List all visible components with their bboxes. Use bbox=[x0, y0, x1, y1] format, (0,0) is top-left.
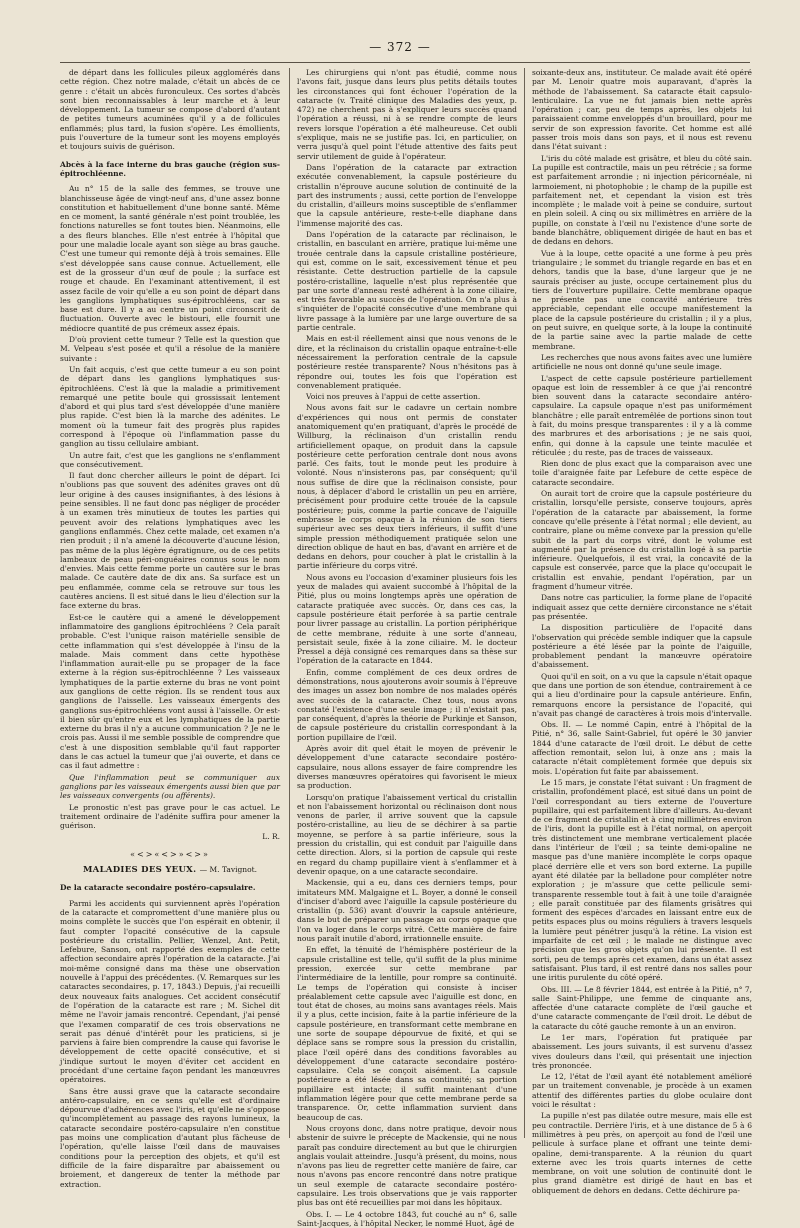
article-heading: Abcès à la face interne du bras gauche (région sus-épitrochléenne. bbox=[60, 159, 280, 178]
column-right bbox=[532, 68, 752, 1195]
section-title-text: MALADIES DES YEUX. bbox=[82, 865, 197, 876]
paragraph: Nous avons eu l'occasion d'examiner plusieurs fois les yeux de malades qui avaient succombé à l'hôpital de la Pitié, plus ou moins longtemps après une opération de cataracte pratiquée avec succès. Or, dans ces cas, la capsule postérieure était perforée à sa partie centrale pour livrer passage au cristallin. La portion périphérique de cette membrane, réduite à une sorte d'anneau, persistait seule, fixée à la zone ciliaire. M. le docteur Pressel a déjà consigné ces remarques dans sa thèse sur l'opération de la cataracte en 1844. bbox=[297, 572, 517, 666]
paragraph: Mackensie, qui a eu, dans ces derniers temps, pour imitateurs MM. Malgaigne et L. Boyer, a donné le conseil d'inciser d'abord avec l'aiguille la capsule postérieure du cristallin (p. 536) avant d'ouvrir la capsule antérieure, dans le but de préparer un passage au corps opaque que l'on va loger dans le corps vitré. Cette manière de faire nous paraît inutile d'abord, irrationnelle ensuite. bbox=[297, 878, 517, 944]
paragraph: Le 12, l'état de l'œil ayant été notablement amélioré par un traitement convenable, je procède à un examen attentif des différentes parties du globe oculaire dont voici le résultat : bbox=[532, 1072, 752, 1110]
paragraph: Mais en est-il réellement ainsi que nous venons de le dire, et la réclinaison du cristallin opaque entraîne-t-elle nécessairement la perforation centrale de la capsule postérieure restée transparente? Nous n'hésitons pas à répondre oui, toutes les fois que l'opération est convenablement pratiquée. bbox=[297, 334, 517, 390]
column-middle bbox=[297, 68, 517, 1228]
paragraph: La disposition particulière de l'opacité dans l'observation qui précède semble indiquer que la capsule postérieure a été lésée par la pointe de l'aiguille, probablement pendant la manœuvre opératoire d'abaissement. bbox=[532, 623, 752, 670]
paragraph: Voici nos preuves à l'appui de cette assertion. bbox=[306, 392, 481, 402]
paragraph: Est-ce le cautère qui a amené le développement inflammatoire des ganglions épitrochléens ? Cela paraît probable. C'est l'unique raison matérielle sensible de cette inflammation qui s'est développée à l'insu de la malade. Mais comment dans cette hypothèse l'inflammation aurait-elle pu se propager de la face externe à la région sus-épitrochléenne ? Les vaisseaux lymphatiques de la partie externe du bras ne vont point aux ganglions de cette région. Ils se rendent tous aux ganglions de l'aisselle. Les vaisseaux émergents des ganglions sus-épitrochléens vont aussi à l'aisselle. Or est-il bien sûr qu'entre eux et les lymphatiques de la partie externe du bras il n'y a aucune communication ? Je ne le crois pas. Aussi il me semble possible de comprendre que c'est à une disposition semblable qu'il faut rapporter dans le cas actuel la tumeur que j'ai ouverte, et dans ce cas il faut admettre : bbox=[60, 612, 280, 771]
paragraph: En effet, la ténuité de l'hémisphère postérieur de la capsule cristalline est telle, qu'il suffit de la plus minime pression, exercée sur cette membrane par l'intermédiaire de la lentille, pour rompre sa continuité. Le temps de l'opération qui consiste à inciser préalablement cette capsule avec l'aiguille est donc, en tout état de choses, au moins sans avantages réels. Mais il y a plus, cette incision, faite à la partie inférieure de la capsule postérieure, en transformant cette membrane en une sorte de soupape dépourvue de fixité, et qui se déplace sans se rompre sous la pression du cristallin, place l'œil opéré dans des conditions favorables au développement d'une cataracte secondaire postéro-capsulaire. Cela se conçoit aisément. La capsule postérieure a été lésée dans sa continuité; sa portion pupillaire est intacte; il suffit maintenant d'une inflammation légère pour que cette membrane perde sa transparence. Or, cette inflammation survient dans beaucoup de cas. bbox=[297, 945, 517, 1122]
paragraph: D'où provient cette tumeur ? Telle est la question que M. Velpeau s'est posée et qu'il a résolue de la manière suivante : bbox=[60, 335, 280, 363]
paragraph: L'iris du côté malade est grisâtre, et bleu du côté sain. La pupille est contractile, mais un peu rétrécie ; sa forme est parfaitement arrondie ; ni injection péricornéale, ni larmoiement, ni photophobie ; le champ de la pupille est parfaitement net, et cependant la vision est très incomplète ; le malade voit à peine se conduire, surtout en plein soleil. A cinq ou six millimètres en arrière de la pupille, on constate à l'œil nu l'existence d'une sorte de bande blanchâtre, obliquement dirigée de haut en bas et de dedans en dehors. bbox=[532, 153, 752, 247]
paragraph: Un autre fait, c'est que les ganglions ne s'enflamment que consécutivement. bbox=[60, 450, 280, 469]
paragraph: Parmi les accidents qui surviennent après l'opération de la cataracte et compromettent d'une manière plus ou moins complète le succès que l'on espérait en obtenir, il faut compter l'opacité consécutive de la capsule postérieure du cristallin. Pellier, Wenzel, Ant. Petit, Lefebure, Sanson, ont rapporté des exemples de cette affection secondaire après l'opération de la cataracte. J'ai moi-même consigné dans ma thèse une observation nouvelle à l'appui des précédentes. (V. Remarques sur les cataractes secondaires, p. 17, 1843.) Depuis, j'ai recueilli deux nouveaux faits analogues. Cet accident consécutif de l'opération de la cataracte est rare ; M. Sichel dit même ne l'avoir jamais rencontré. Cependant, j'ai pensé que l'examen comparatif de ces trois observations ne serait pas dénué d'intérêt pour les praticiens, si je parviens à faire bien comprendre la cause qui favorise le développement de cette opacité consécutive, et si j'indique surtout le moyen d'éviter cet accident en procédant d'une certaine façon pendant les manœuvres opératoires. bbox=[60, 898, 280, 1085]
paragraph: Rien donc de plus exact que la comparaison avec une toile d'araignée faite par Lefebure de cette espèce de cataracte secondaire. bbox=[532, 459, 752, 487]
paragraph: Dans notre cas particulier, la forme plane de l'opacité indiquait assez que cette dernière circonstance ne s'était pas présentée. bbox=[532, 593, 752, 621]
paragraph: On aurait tort de croire que la capsule postérieure du cristallin, lorsqu'elle persiste, conserve toujours, après l'opération de la cataracte par abaissement, la forme concave qu'elle présente à l'état normal ; elle devient, au contraire, plane ou même convexe par la pression qu'elle subit de la part du corps vitré, dont le volume est augmenté par la présence du cristallin logé à sa partie inférieure. Quelquefois, il est vrai, la concavité de la capsule est conservée, parce que la place qu'occupait le cristallin est envahie, pendant l'opération, par un fragment d'humeur vitrée. bbox=[532, 489, 752, 592]
paragraph: de départ dans les follicules pileux agglomérés dans cette région. Chez notre malade, c'était un abcès de ce genre : c'était un abcès furonculeux. Ces sortes d'abcès sont bien reconnaissables à leur marche et à leur développement. La tumeur se compose d'abord d'autant de petites tumeurs acuminées qu'il y a de follicules enflammés; plus tard, la fusion s'opère. Les émollients, puis l'ouverture de la tumeur sont les moyens employés et toujours suivis de guérison. bbox=[60, 68, 280, 152]
column-left bbox=[60, 68, 280, 1189]
paragraph: Quoi qu'il en soit, on a vu que la capsule n'était opaque que dans une portion de son étendue, contrairement à ce qui a lieu d'ordinaire pour la capsule antérieure. Enfin, remarquons encore la persistance de l'opacité, qui n'avait pas changé de caractères à trois mois d'intervalle. bbox=[532, 671, 752, 718]
paragraph: La pupille n'est pas dilatée outre mesure, mais elle est peu contractile. Derrière l'iris, et à une distance de 5 à 6 millimètres à peu près, on aperçoit au fond de l'œil une pellicule à surface plane et offrant une teinte demi-opaline, demi-transparente. A la réunion du quart externe avec les trois quarts internes de cette membrane, on voit une solution de continuité dont le plus grand diamètre est dirigé de haut en bas et obliquement de dehors en dedans. Cette déchirure pa- bbox=[532, 1111, 752, 1195]
paragraph: L'aspect de cette capsule postérieure partiellement opaque est loin de ressembler à ce que j'ai rencontré bien souvent dans la cataracte secondaire antéro-capsulaire. La capsule opaque n'est pas uniformément blanchâtre ; elle paraît entremêlée de portions sinon tout à fait, du moins presque transparentes : il y a là comme des marbrures et des arborisations ; je ne sais quoi, enfin, qui donne à la capsule une teinte maculée et réticulée ; du reste, pas de traces de vaisseaux. bbox=[532, 373, 752, 457]
paragraph: Dans l'opération de la cataracte par extraction exécutée convenablement, la capsule postérieure du cristallin n'éprouve aucune solution de continuité de la part des instruments ; aussi, cette portion de l'enveloppe du cristallin, d'ailleurs moins susceptible de s'enflammer que la capsule antérieure, reste-t-elle diaphane dans l'immense majorité des cas. bbox=[297, 162, 517, 228]
ornament-divider: «<>«<>»<>» bbox=[130, 849, 210, 859]
paragraph: Au n° 15 de la salle des femmes, se trouve une blanchisseuse âgée de vingt-neuf ans, d'une assez bonne constitution et habituellement d'une bonne santé. Même en ce moment, la santé générale n'est point troublée, les fonctions naturelles se font toutes bien. Néanmoins, elle a des fleurs blanches. Elle n'est entrée à l'hôpital que pour une maladie locale ayant son siège au bras gauche. C'est une tumeur qui remonte déjà à trois semaines. Elle s'est développée sans cause connue. Actuellement, elle est de la grosseur d'un œuf de poule ; la surface est rouge et chaude. En l'examinant attentivement, il est assez facile de voir qu'elle a eu son point de départ dans les ganglions lymphatiques sus-épitrochléens, car sa base est dure. Il y a au centre un point circonscrit de fluctuation. Ouverte avec le bistouri, elle fournit une médiocre quantité de pus crémeux assez épais. bbox=[60, 184, 280, 333]
paragraph: Le 1er mars, l'opération fut pratiquée par abaissement. Les jours suivants, il est survenu d'assez vives douleurs dans l'œil, qui présentait une injection très prononcée. bbox=[532, 1032, 752, 1070]
observation-paragraph: Obs. II. — Le nommé Capin, entré à l'hôpital de la Pitié, n° 36, salle Saint-Gabriel, fut opéré le 30 janvier 1844 d'une cataracte de l'œil droit. Le début de cette affection remontait, selon lui, à onze ans ; mais la cataracte n'était complètement formée que depuis six mois. L'opération fut faite par abaissement. bbox=[532, 720, 752, 776]
observation-paragraph: Obs. III. — Le 8 février 1844, est entrée à la Pitié, n° 7, salle Saint-Philippe, une femme de cinquante ans, affectée d'une cataracte complète de l'œil gauche et d'une cataracte commençante de l'œil droit. Le début de la cataracte du côté gauche remonte à un an environ. bbox=[532, 984, 752, 1031]
section-author: — M. Tavignot. bbox=[199, 865, 258, 875]
paragraph: Nous croyons donc, dans notre pratique, devoir nous abstenir de suivre le précepte de Mackensie, qui ne nous paraît pas conduire directement au but que le chirurgien anglais voulait atteindre. Jusqu'à présent, du moins, nous n'avons pas lieu de regretter cette manière de faire, car nous n'avons pas encore rencontré dans notre pratique un seul exemple de cataracte secondaire postéro-capsulaire. Les trois observations que je vais rapporter plus bas ont été recueillies par moi dans les hôpitaux. bbox=[297, 1123, 517, 1208]
section-title bbox=[60, 865, 280, 875]
paragraph: Sans être aussi grave que la cataracte secondaire antéro-capsulaire, en ce sens qu'elle est d'ordinaire dépourvue d'adhérences avec l'iris, et qu'elle ne s'oppose qu'incomplètement au passage des rayons lumineux, la cataracte secondaire postéro-capsulaire n'en constitue pas moins une complication d'autant plus fâcheuse de l'opération, qu'elle laisse l'œil dans de mauvaises conditions pour la perception des objets, et qu'il est difficile de la faire disparaître par abaissement ou broiement, et dangereux de tenter la méthode par extraction. bbox=[60, 1086, 280, 1189]
paragraph: Les recherches que nous avons faites avec une lumière artificielle ne nous ont donné qu'une seule image. bbox=[532, 352, 752, 372]
paragraph: Un fait acquis, c'est que cette tumeur a eu son point de départ dans les ganglions lymphatiques sus-épitrochléens. C'est là que la maladie a primitivement remarqué une petite boule qui grossissait lentement d'abord et qui plus tard s'est développée d'une manière plus rapide. C'est bien là la marche des adénites. Le moment où la tumeur fait des progrès plus rapides correspond à l'époque où l'inflammation passe du ganglion au tissu cellulaire ambiant. bbox=[60, 364, 280, 449]
paragraph: Lorsqu'on pratique l'abaissement vertical du cristallin et non l'abaissement horizontal ou réclinaison dont nous venons de parler, il arrive souvent que la capsule postéro-cristalline, au lieu de se déchirer à sa partie moyenne, se perfore à sa partie inférieure, sous la pression du cristallin, qui est conduit par l'aiguille dans cette direction. Alors, si la portion de capsule qui reste en regard du champ pupillaire vient à s'enflammer et à devenir opaque, on a une cataracte secondaire. bbox=[297, 792, 517, 876]
article-subheading: De la cataracte secondaire postéro-capsulaire. bbox=[60, 883, 256, 893]
paragraph: Il faut donc chercher ailleurs le point de départ. Ici n'oublions pas que souvent des adénites graves ont dû leur origine à des causes insignifiantes, à des lésions à peine sensibles. Il ne faut donc pas négliger de procéder à un examen très minutieux de toutes les parties qui peuvent avoir des relations lymphatiques avec les ganglions enflammés. Chez cette malade, cet examen n'a rien produit ; il n'a amené la découverte d'aucune lésion, pas même de la plus légère égratignure, ou de ces petits lambeaux de peau péri-onguéaires connus sous le nom d'envies. Mais cette femme porte un cautère sur le bras malade. Ce cautère date de dix ans. Sa surface est un peu enflammée, comme cela se retrouve sur tous les cautères anciens. Il est situé dans le lieu d'élection sur la face externe du bras. bbox=[60, 471, 280, 611]
page-number: — 372 — bbox=[369, 40, 431, 54]
author-signature: L. R. bbox=[262, 832, 280, 842]
column-separator bbox=[524, 68, 525, 1138]
paragraph: Le pronostic n'est pas grave pour le cas actuel. Le traitement ordinaire de l'adénite suffira pour amener la guérison. bbox=[60, 802, 280, 831]
observation-paragraph: Obs. I. — Le 4 octobre 1843, fut couché au n° 6, salle Saint-Jacques, à l'hôpital Necker, le nommé Huot, âgé de bbox=[297, 1209, 517, 1228]
quote: Que l'inflammation peut se communiquer aux ganglions par les vaisseaux émergents aussi bien que par les vaisseaux convergents (ou afférents). bbox=[60, 772, 280, 801]
paragraph: soixante-deux ans, instituteur. Ce malade avait été opéré par M. Lenoir quatre mois auparavant, d'après la méthode de l'abaissement. Sa cataracte était capsulo-lenticulaire. La vue ne fut jamais bien nette après l'opération ; car, peu de temps après, les objets lui paraissaient comme enveloppés d'un brouillard, pour me servir de son expression favorite. Cet homme est allé passer trois mois dans son pays, et il nous est revenu dans l'état suivant : bbox=[532, 68, 752, 152]
paragraph: Les chirurgiens qui n'ont pas étudié, comme nous l'avons fait, jusque dans leurs plus petits détails toutes les circonstances qui font échouer l'opération de la cataracte (v. Traité clinique des Maladies des yeux, p. 472) ne cherchent pas à s'expliquer leurs succès quand l'opération a réussi, ni à se rendre compte de leurs revers lorsque l'opération a été malheureuse. Cet oubli s'explique, mais ne se justifie pas. Ici, en particulier, on verra jusqu'à quel point l'étude attentive des faits peut servir utilement de guide à l'opérateur. bbox=[297, 68, 517, 161]
column-separator bbox=[289, 68, 290, 1138]
paragraph: Nous avons fait sur le cadavre un certain nombre d'expériences qui nous ont permis de constater anatomiquement qu'en pratiquant, d'après le procédé de Willburg, la réclinaison d'un cristallin rendu artificiellement opaque, on produit dans la capsule postérieure cette perforation centrale dont nous avons parlé. Ces faits, tout le monde peut les produire à volonté. Nous n'insisterons pas, par conséquent; qu'il nous suffise de dire que la réclinaison consiste, pour nous, à déplacer d'abord le cristallin un peu en arrière, précisément pour produire cette trouée de la capsule postérieure; puis, comme la partie concave de l'aiguille embrasse le corps opaque à la réunion de son tiers supérieur avec ses deux tiers inférieurs, il suffit d'une simple pression méthodiquement pratiquée selon une direction oblique de haut en bas, d'avant en arrière et de dedans en dehors, pour coucher à plat le cristallin à la partie inférieure du corps vitré. bbox=[297, 403, 517, 571]
paragraph: Enfin, comme complément de ces deux ordres de démonstrations, nous ajouterons avoir soumis à l'épreuve des images un assez bon nombre de nos malades opérés avec succès de la cataracte. Chez tous, nous avons constaté l'existence d'une seule image ; il n'existait pas, par conséquent, d'après la théorie de Purkinje et Sanson, de capsule postérieure du cristallin correspondant à la portion pupillaire de l'œil. bbox=[297, 667, 517, 742]
paragraph: Vue à la loupe, cette opacité a une forme à peu près triangulaire ; le sommet du triangle regarde en bas et en dehors, tandis que la base, d'une largeur que je ne saurais préciser au juste, occupe certainement plus du tiers de l'ouverture pupillaire. Cette membrane opaque ne présente pas une concavité antérieure très appréciable, cependant elle occupe manifestement la place de la capsule postérieure du cristallin ; il y a plus, on peut suivre, en quelque sorte, à la loupe la continuité de la partie saine avec la partie malade de cette membrane. bbox=[532, 248, 752, 351]
paragraph: Dans l'opération de la cataracte par réclinaison, le cristallin, en basculant en arrière, pratique lui-même une trouée centrale dans la capsule cristalline postérieure, qui est, comme on le sait, excessivement ténue et peu résistante. Cette destruction partielle de la capsule postéro-cristalline, laquelle n'est plus représentée que par une sorte d'anneau resté adhérent à la zone ciliaire, est très favorable au succès de l'opération. On n'a plus à s'inquiéter de l'opacité consécutive d'une membrane qui livre passage à la lumière par une large ouverture de sa partie centrale. bbox=[297, 230, 517, 333]
paragraph: Le 15 mars, je constate l'état suivant : Un fragment de cristallin, profondément placé, est situé dans un point de l'œil correspondant au tiers externe de l'ouverture pupillaire, qui est parfaitement libre d'ailleurs. Au-devant de ce fragment de cristallin et à cinq millimètres environ de l'iris, dont la pupille est à l'état normal, on aperçoit très distinctement une membrane verticalement placée dans l'intérieur de l'œil ; sa teinte demi-opaline ne masque pas d'une manière incomplète le corps opaque placé derrière elle et vers son bord externe. La pupille ayant été dilatée par la belladone pour compléter notre exploration ; je m'assure que cette pellicule semi-transparente ressemble tout à fait à une toile d'araignée ; elle paraît constituée par des filaments grisâtres qui forment des espèces d'arcades en laissant entre eux de petits espaces plus ou moins réguliers à travers lesquels la lumière peut pénétrer jusqu'à la rétine. La vision est imparfaite de cet œil ; le malade ne distingue avec précision que les gros objets qu'on lui présente. Il est sorti, peu de temps après cet examen, dans un état assez satisfaisant. Plus tard, il est rentré dans nos salles pour une iritis purulente du côté opéré. bbox=[532, 777, 752, 983]
header-rule bbox=[60, 62, 750, 63]
paragraph: Après avoir dit quel était le moyen de prévenir le développement d'une cataracte secondaire postéro-capsulaire, nous allons essayer de faire comprendre les diverses manœuvres opératoires qui favorisent le mieux sa production. bbox=[297, 744, 517, 791]
